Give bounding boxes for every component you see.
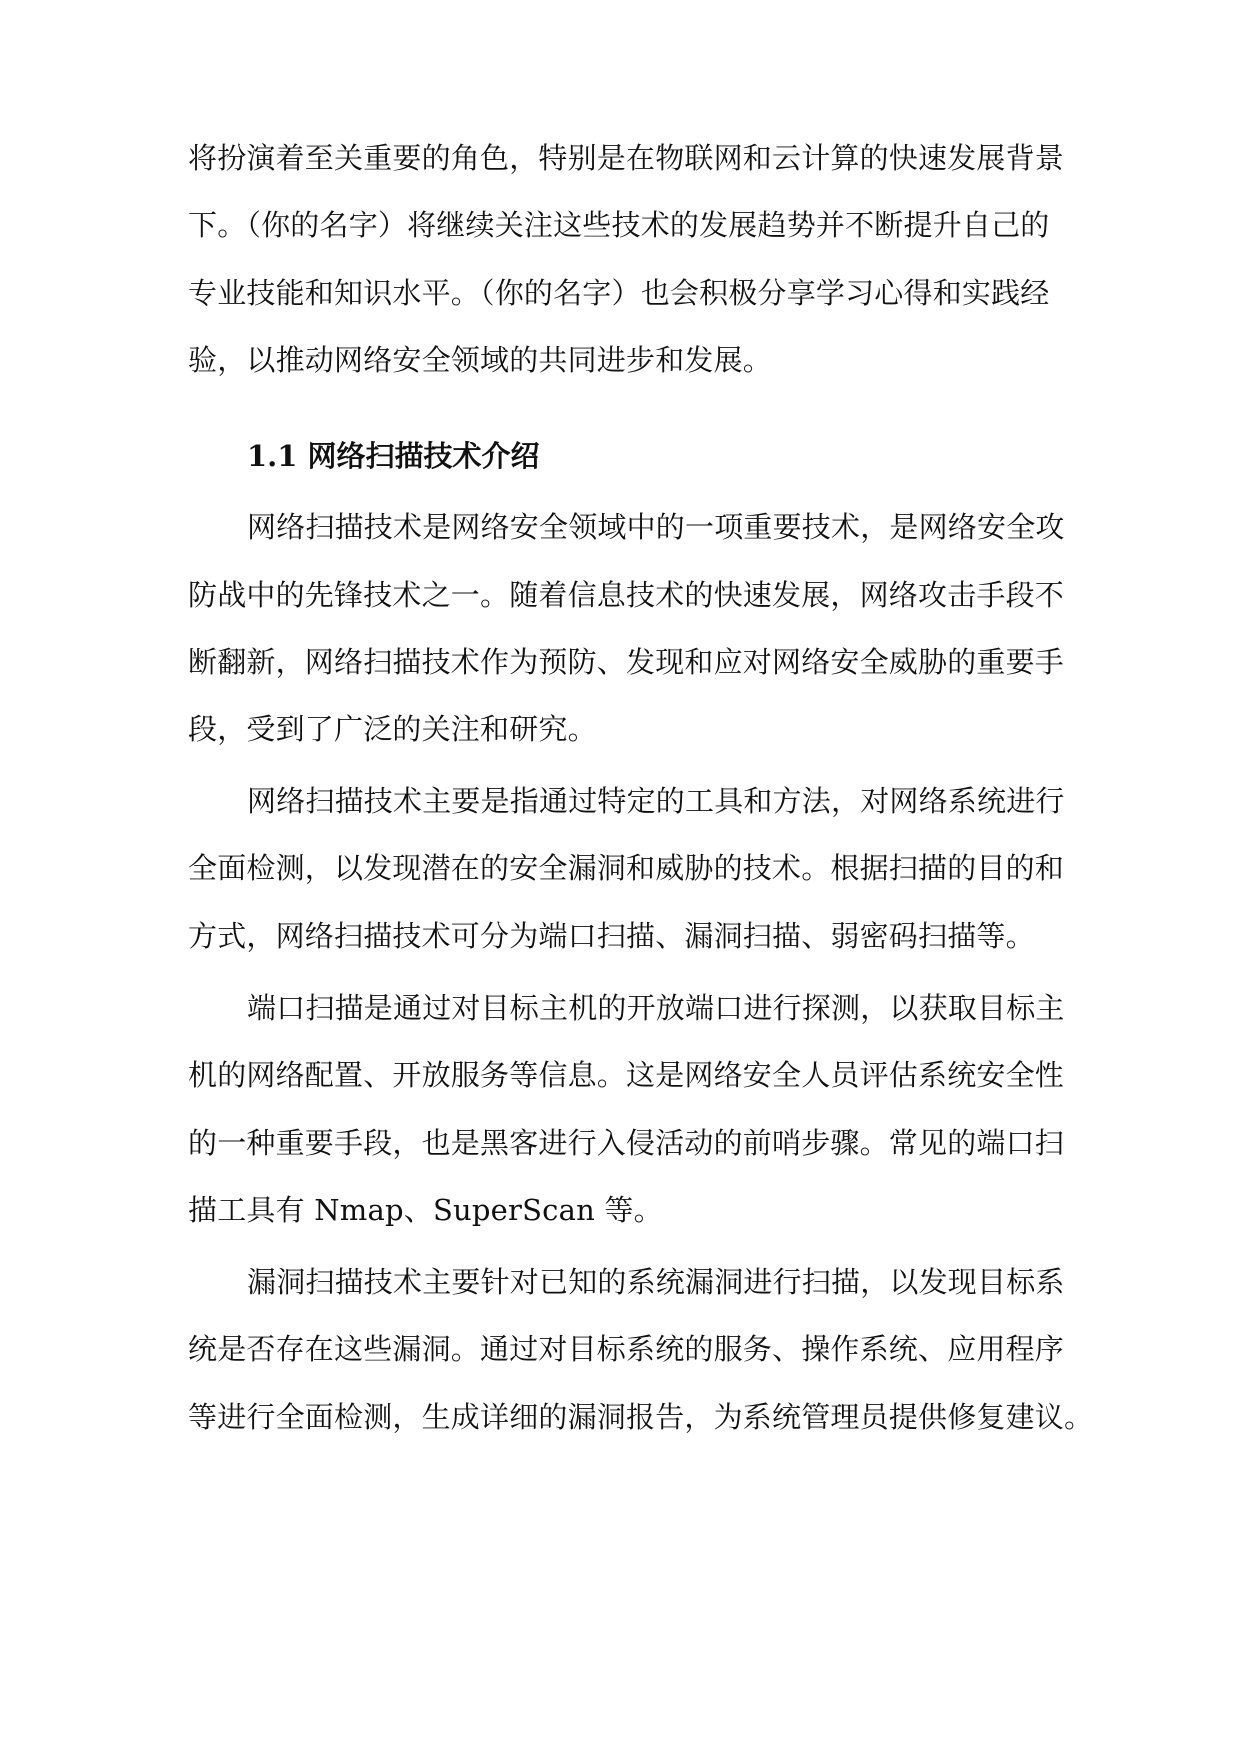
paragraph-0-line-2: 下。（你的名字）将继续关注这些技术的发展趋势并不断提升自己的 — [188, 208, 1050, 242]
paragraph-3-line-2: 机的网络配置、开放服务等信息。这是网络安全人员评估系统安全性 — [188, 1058, 1065, 1092]
paragraph-4-line-1: 漏洞扫描技术主要针对已知的系统漏洞进行扫描，以发现目标系 — [247, 1265, 1065, 1299]
paragraph-3-line-4: 描工具有 Nmap、SuperScan 等。 — [188, 1193, 663, 1227]
paragraph-1-line-2: 防战中的先锋技术之一。随着信息技术的快速发展，网络攻击手段不 — [188, 578, 1065, 612]
paragraph-4-line-2: 统是否存在这些漏洞。通过对目标系统的服务、操作系统、应用程序 — [188, 1332, 1065, 1366]
paragraph-0-line-4: 验，以推动网络安全领域的共同进步和发展。 — [188, 343, 773, 377]
paragraph-0-line-1: 将扮演着至关重要的角色，特别是在物联网和云计算的快速发展背景 — [188, 141, 1065, 175]
paragraph-2-line-2: 全面检测，以发现潜在的安全漏洞和威胁的技术。根据扫描的目的和 — [188, 851, 1065, 885]
paragraph-0-line-3: 专业技能和知识水平。（你的名字）也会积极分享学习心得和实践经 — [188, 276, 1050, 310]
paragraph-4-line-3: 等进行全面检测，生成详细的漏洞报告，为系统管理员提供修复建议。 — [188, 1400, 1094, 1434]
paragraph-1-line-1: 网络扫描技术是网络安全领域中的一项重要技术，是网络安全攻 — [247, 510, 1065, 544]
paragraph-1-line-4: 段，受到了广泛的关注和研究。 — [188, 712, 597, 746]
paragraph-3-line-3: 的一种重要手段，也是黑客进行入侵活动的前哨步骤。常见的端口扫 — [188, 1126, 1065, 1160]
paragraph-3-line-1: 端口扫描是通过对目标主机的开放端口进行探测，以获取目标主 — [247, 991, 1065, 1025]
paragraph-2-line-1: 网络扫描技术主要是指通过特定的工具和方法，对网络系统进行 — [247, 784, 1065, 818]
paragraph-2-line-3: 方式，网络扫描技术可分为端口扫描、漏洞扫描、弱密码扫描等。 — [188, 919, 1035, 953]
paragraph-1-line-3: 断翻新，网络扫描技术作为预防、发现和应对网络安全威胁的重要手 — [188, 645, 1065, 679]
section-heading: 1.1 网络扫描技术介绍 — [247, 439, 540, 473]
